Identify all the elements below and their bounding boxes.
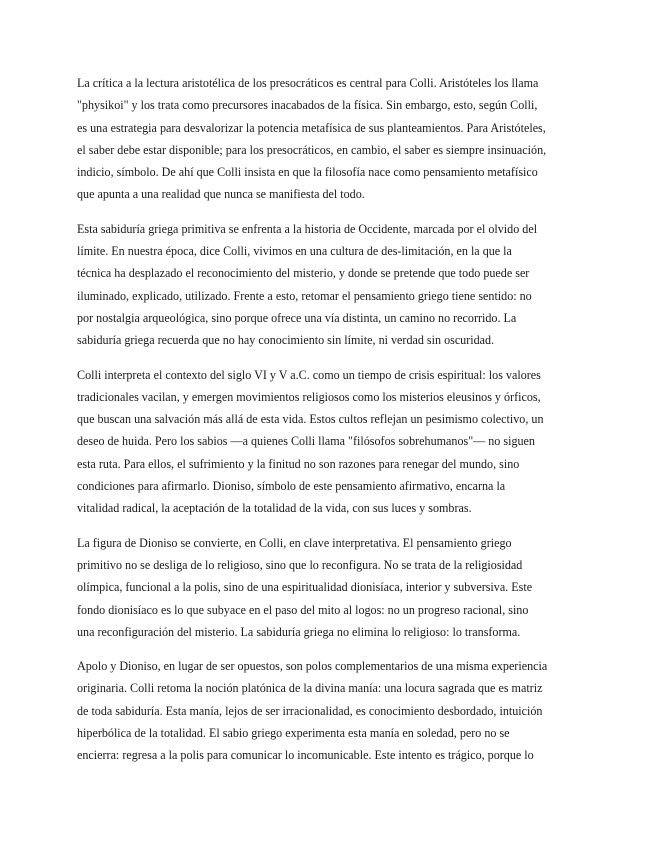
text-line: originaria. Colli retoma la noción platónica de la divina manía: una locura sagrada que es matriz — [77, 681, 543, 696]
text-line: hiperbólica de la totalidad. El sabio griego experimenta esta manía en soledad, pero no se — [77, 726, 510, 741]
text-line: tradicionales vacilan, y emergen movimientos religiosos como los misterios eleusinos y órficos, — [77, 389, 541, 404]
text-line: sabiduría griega recuerda que no hay conocimiento sin límite, ni verdad sin oscuridad. — [77, 333, 495, 348]
text-line: técnica ha desplazado el reconocimiento del misterio, y donde se pretende que todo puede ser — [77, 266, 530, 281]
text-line: iluminado, explicado, utilizado. Frente a esto, retomar el pensamiento griego tiene sentido: no — [77, 288, 532, 303]
paragraph-2 — [77, 218, 581, 352]
text-line: que buscan una salvación más allá de esta vida. Estos cultos reflejan un pesimismo colectivo, un — [77, 412, 544, 427]
text-line: que apunta a una realidad que nunca se manifiesta del todo. — [77, 187, 365, 202]
text-line: primitivo no se desliga de lo religioso, sino que lo reconfigura. No se trata de la religiosidad — [77, 557, 523, 572]
text-line: una reconfiguración del misterio. La sabiduría griega no elimina lo religioso: lo transforma. — [77, 624, 521, 639]
text-line: condiciones para afirmarlo. Dioniso, símbolo de este pensamiento afirmativo, encarna la — [77, 479, 506, 494]
text-line: La figura de Dioniso se convierte, en Colli, en clave interpretativa. El pensamiento griego — [77, 535, 512, 550]
text-line: fondo dionisíaco es lo que subyace en el paso del mito al logos: no un progreso racional, sino — [77, 602, 529, 617]
text-line: vitalidad radical, la aceptación de la totalidad de la vida, con sus luces y sombras. — [77, 501, 472, 516]
text-line: deseo de huida. Pero los sabios —a quienes Colli llama "filósofos sobrehumanos"— no siguen — [77, 434, 535, 449]
text-line: por nostalgia arqueológica, sino porque ofrece una vía distinta, un camino no recorrido. La — [77, 310, 517, 325]
paragraph-1 — [77, 72, 581, 206]
text-line: Esta sabiduría griega primitiva se enfrenta a la historia de Occidente, marcada por el olvido del — [77, 221, 538, 236]
text-line: encierra: regresa a la polis para comunicar lo incomunicable. Este intento es trágico, porque lo — [77, 748, 534, 763]
text-line: La crítica a la lectura aristotélica de los presocráticos es central para Colli. Aristóteles los llama — [77, 76, 539, 90]
text-body — [77, 72, 581, 779]
paragraph-3 — [77, 364, 581, 520]
paragraph-5 — [77, 655, 581, 766]
text-line: Apolo y Dioniso, en lugar de ser opuestos, son polos complementarios de una misma experiencia — [77, 659, 548, 674]
text-line: el saber debe estar disponible; para los presocráticos, en cambio, el saber es siempre insinuación, — [77, 142, 547, 157]
paragraph-4 — [77, 532, 581, 643]
text-line: esta ruta. Para ellos, el sufrimiento y la finitud no son razones para renegar del mundo, sino — [77, 456, 520, 471]
text-line: de toda sabiduría. Esta manía, lejos de ser irracionalidad, es conocimiento desbordado, intuición — [77, 703, 543, 718]
text-line: indicio, símbolo. De ahí que Colli insista en que la filosofía nace como pensamiento metafísico — [77, 165, 538, 180]
text-line: olímpica, funcional a la polis, sino de una espiritualidad dionisíaca, interior y subversiva. Este — [77, 580, 533, 595]
text-line: es una estrategia para desvalorizar la potencia metafísica de sus planteamientos. Para Aristóteles, — [77, 120, 546, 135]
text-line: límite. En nuestra época, dice Colli, vivimos en una cultura de des-limitación, en la que la — [77, 244, 512, 259]
text-line: "physikoi" y los trata como precursores inacabados de la física. Sin embargo, esto, según Colli, — [77, 98, 538, 113]
text-line: Colli interpreta el contexto del siglo VI y V a.C. como un tiempo de crisis espiritual: los valores — [77, 367, 541, 382]
